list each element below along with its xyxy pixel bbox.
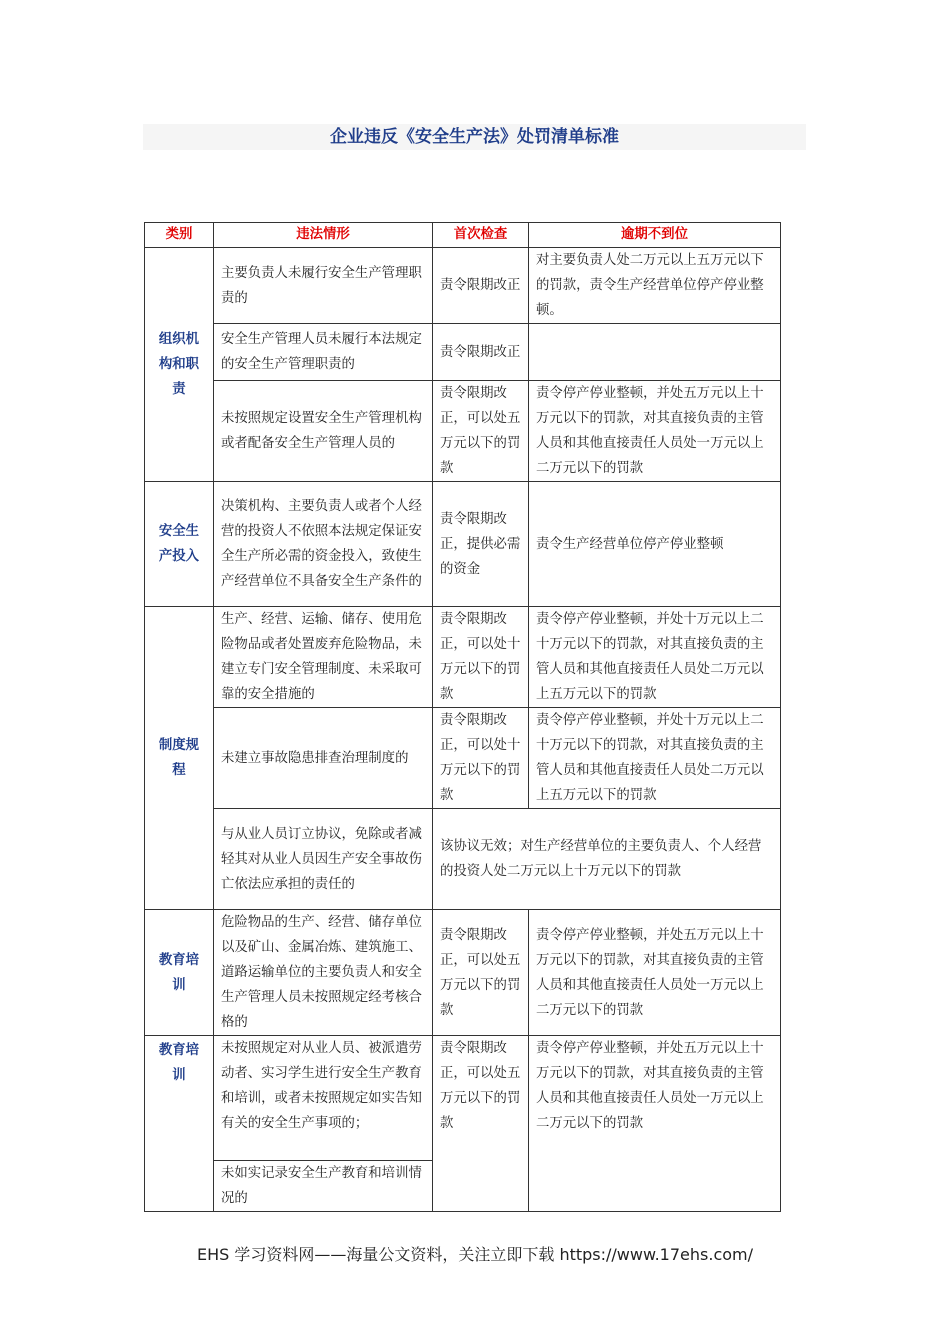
- table-header-row: [145, 223, 781, 248]
- footer-text: EHS 学习资料网——海量公文资料，关注立即下载 https://www.17ehs.com/: [196, 1245, 754, 1264]
- overdue-cell: 责令停产停业整顿，并处十万元以上二十万元以下的罚款，对其直接负责的主管人员和其他直接责任人员处二万元以上五万元以下的罚款: [529, 708, 781, 809]
- violation-cell: 安全生产管理人员未履行本法规定的安全生产管理职责的: [214, 324, 433, 381]
- overdue-cell: 对主要负责人处二万元以上五万元以下的罚款，责令生产经营单位停产停业整顿。: [529, 248, 781, 324]
- overdue-cell: 责令生产经营单位停产停业整顿: [529, 482, 781, 607]
- table-row: [145, 607, 781, 708]
- table-row: [145, 708, 781, 809]
- merged-penalty-cell: 该协议无效；对生产经营单位的主要负责人、个人经营的投资人处二万元以上十万元以下的罚款: [433, 809, 781, 910]
- overdue-cell: 责令停产停业整顿，并处十万元以上二十万元以下的罚款，对其直接负责的主管人员和其他直接责任人员处二万元以上五万元以下的罚款: [529, 607, 781, 708]
- violation-cell: 生产、经营、运输、储存、使用危险物品或者处置废弃危险物品，未建立专门安全管理制度、未采取可靠的安全措施的: [214, 607, 433, 708]
- violation-cell: 未如实记录安全生产教育和培训情况的: [214, 1161, 433, 1212]
- overdue-cell: 责令停产停业整顿，并处五万元以上十万元以下的罚款，对其直接负责的主管人员和其他直接责任人员处一万元以上二万元以下的罚款: [529, 910, 781, 1036]
- violation-cell: 未建立事故隐患排查治理制度的: [214, 708, 433, 809]
- violation-cell: 决策机构、主要负责人或者个人经营的投资人不依照本法规定保证安全生产所必需的资金投入，致使生产经营单位不具备安全生产条件的: [214, 482, 433, 607]
- first-inspection-cell: 责令限期改正，提供必需的资金: [433, 482, 529, 607]
- first-inspection-cell: 责令限期改正: [433, 248, 529, 324]
- first-inspection-cell: 责令限期改正: [433, 324, 529, 381]
- table-row: [145, 324, 781, 381]
- header-first-inspection: 首次检查: [433, 223, 529, 248]
- penalty-table: [144, 222, 781, 1212]
- violation-cell: 未按照规定设置安全生产管理机构或者配备安全生产管理人员的: [214, 381, 433, 482]
- table-row: [145, 809, 781, 910]
- category-cell: 安全生产投入: [145, 482, 214, 607]
- table-row: [145, 381, 781, 482]
- violation-cell: 未按照规定对从业人员、被派遣劳动者、实习学生进行安全生产教育和培训，或者未按照规定如实告知有关的安全生产事项的；: [214, 1036, 433, 1161]
- category-cell: 制度规程: [145, 607, 214, 910]
- header-overdue: 逾期不到位: [529, 223, 781, 248]
- first-inspection-cell: 责令限期改正，可以处五万元以下的罚款: [433, 381, 529, 482]
- category-cell: 教育培训: [145, 910, 214, 1036]
- first-inspection-cell: 责令限期改正，可以处十万元以下的罚款: [433, 607, 529, 708]
- violation-cell: 主要负责人未履行安全生产管理职责的: [214, 248, 433, 324]
- overdue-cell: [529, 324, 781, 381]
- first-inspection-cell: 责令限期改正，可以处五万元以下的罚款: [433, 910, 529, 1036]
- violation-cell: 与从业人员订立协议，免除或者减轻其对从业人员因生产安全事故伤亡依法应承担的责任的: [214, 809, 433, 910]
- table-row: [145, 1036, 781, 1161]
- overdue-cell: 责令停产停业整顿，并处五万元以上十万元以下的罚款，对其直接负责的主管人员和其他直接责任人员处一万元以上二万元以下的罚款: [529, 1036, 781, 1212]
- document-title: 企业违反《安全生产法》处罚清单标准: [330, 127, 619, 147]
- category-cell: 组织机构和职责: [145, 248, 214, 482]
- header-category: 类别: [145, 223, 214, 248]
- table-row: [145, 482, 781, 607]
- first-inspection-cell: 责令限期改正，可以处五万元以下的罚款: [433, 1036, 529, 1212]
- table-row: [145, 910, 781, 1036]
- table-row: [145, 248, 781, 324]
- violation-cell: 危险物品的生产、经营、储存单位以及矿山、金属冶炼、建筑施工、道路运输单位的主要负责人和安全生产管理人员未按照规定经考核合格的: [214, 910, 433, 1036]
- category-cell: 教育培训: [145, 1036, 214, 1212]
- overdue-cell: 责令停产停业整顿，并处五万元以上十万元以下的罚款，对其直接负责的主管人员和其他直接责任人员处一万元以上二万元以下的罚款: [529, 381, 781, 482]
- first-inspection-cell: 责令限期改正，可以处十万元以下的罚款: [433, 708, 529, 809]
- header-violation: 违法情形: [214, 223, 433, 248]
